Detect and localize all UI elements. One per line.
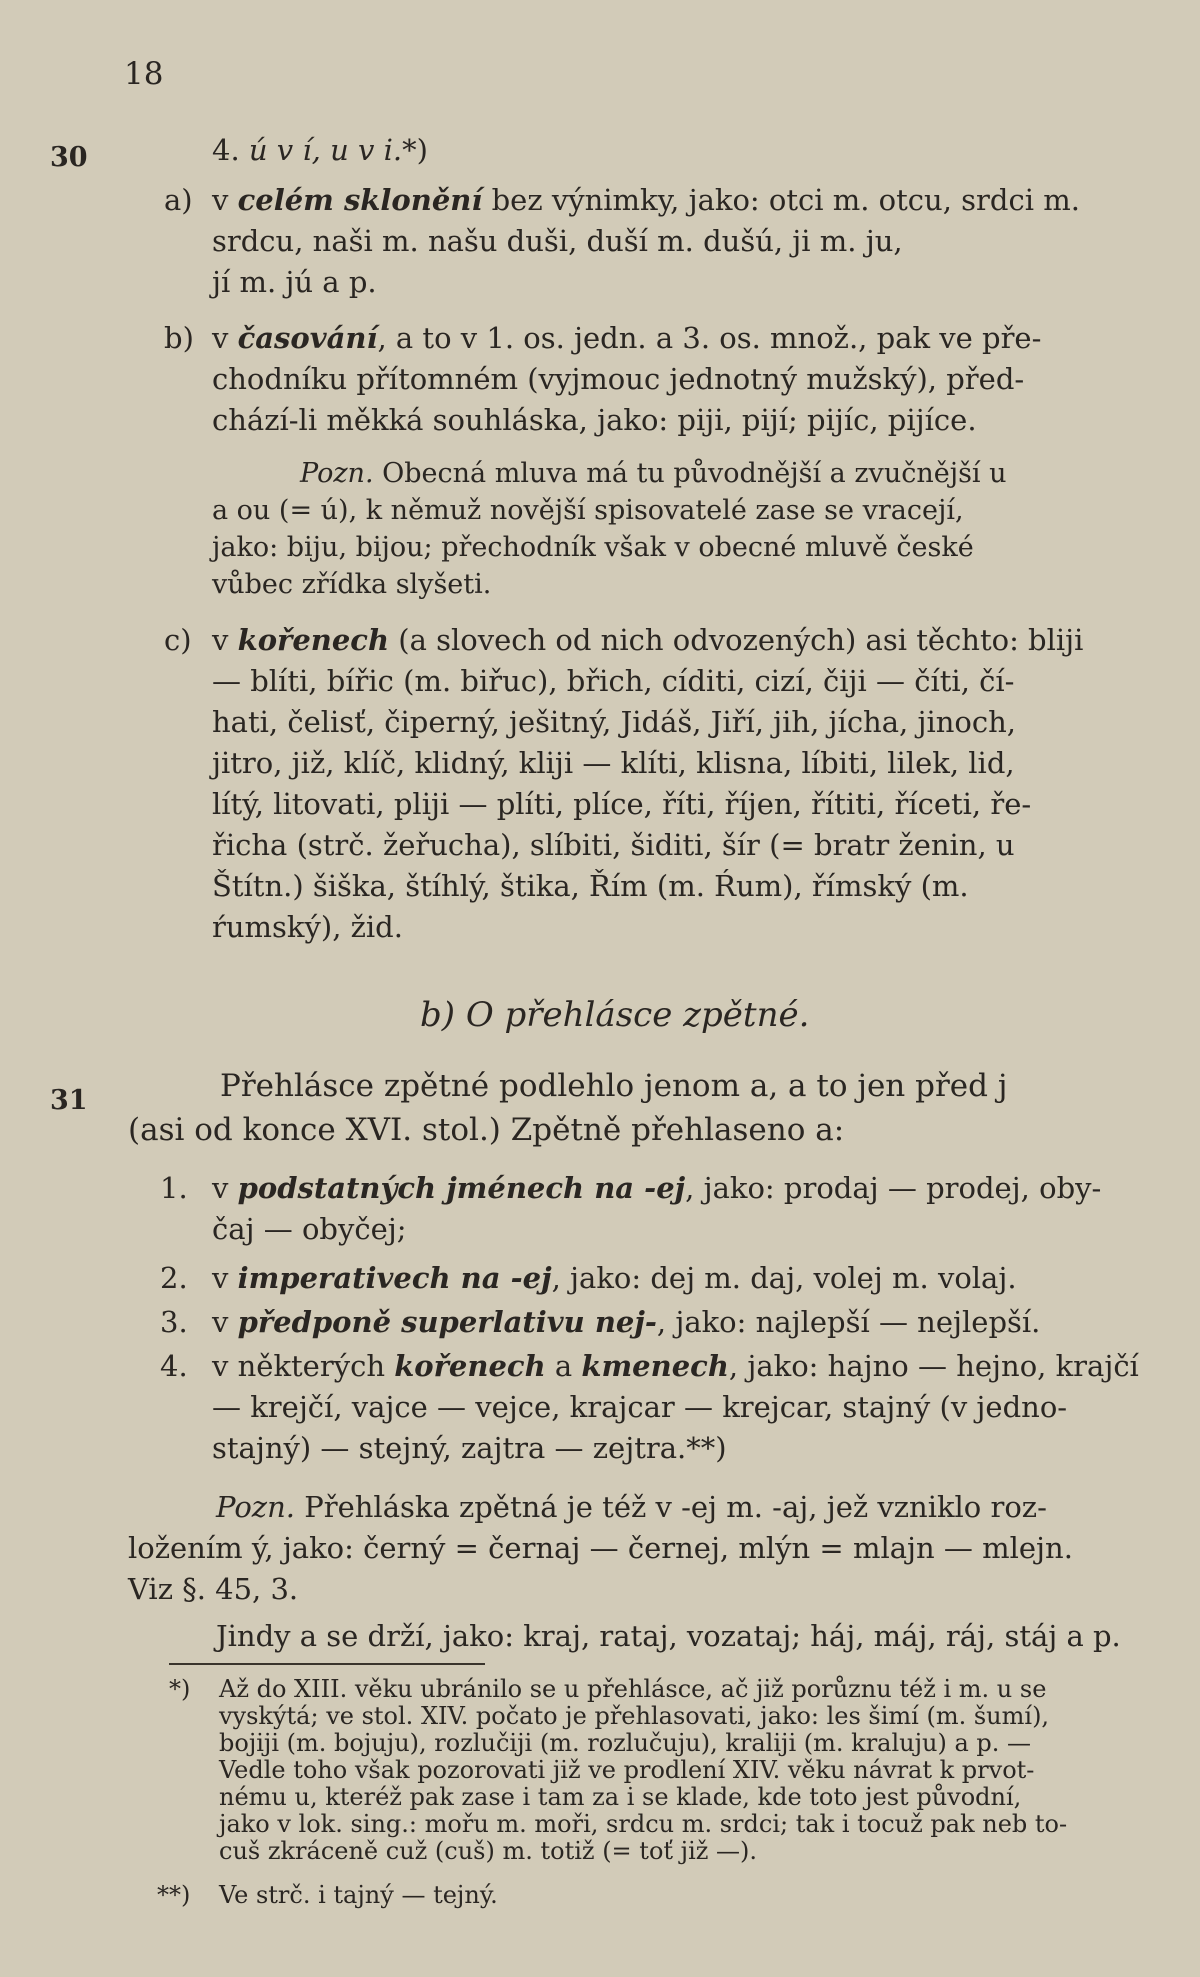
footnote-2-label: **) [157, 1881, 191, 1909]
footnote-1-label: *) [169, 1675, 191, 1703]
pozn-31: Pozn. Přehláska zpětná je též v -ej m. -aj, jež vzniklo roz- ložením ý, jako: černý = černaj — černej, mlýn = mlajn — mlejn. Viz §. 45, 3. [128, 1490, 1073, 1606]
item-1: 1. v podstatných jménech na -ej, jako: prodaj — prodej, oby- čaj — obyčej; [212, 1168, 1146, 1250]
pozn-30: Pozn. Obecná mluva má tu původnější a zvučnější u a ou (= ú), k němuž novější spisovatelé zase se vracejí, jako: biju, bijou; přechodník však v obecné mluvě české vůbec zřídka slyšeti. [212, 458, 1007, 600]
footnote-1: *) Až do XIII. věku ubránilo se u přehlásce, ač již porůznu též i m. u se vyskýtá; ve stol. XIV. počato je přehlasovati, jako: les šimí (m. šumí), bojiji (m. bojuju), rozlučiji (m. rozlučuju), kraliji (m. kraluju) a p. — Vedle toho však pozorovati již ve prodlení XIV. věku návrat k prvot- nému u, kteréž pak zase i tam za i se klade, kde toto jest původní, jako v lok. sing.: mořu m. moři, srdcu m. srdci; tak i tocuž pak neb to- cuš zkráceně cuž (cuš) m. totiž (= toť již —). [169, 1675, 1068, 1865]
section-30 [212, 130, 1146, 171]
section-30-heading: 4. ú v í, u v i.*) [212, 133, 428, 167]
item-c-label: c) [164, 623, 192, 657]
item-4-label: 4. [160, 1349, 188, 1383]
item-4: 4. v některých kořenech a kmenech, jako: hajno — hejno, krajčí — krejčí, vajce — vejce, krajcar — krejcar, stajný (v jedno- stajný) — stejný, zajtra — zejtra.**) [212, 1346, 1146, 1469]
item-2: 2. v imperativech na -ej, jako: dej m. daj, volej m. volaj. [212, 1258, 1146, 1299]
item-c: c) v kořenech (a slovech od nich odvozených) asi těchto: bliji — blíti, bířic (m. biřuc), břich, cíditi, cizí, čiji — číti, čí- hati, čelisť, čiperný, ješitný, Jidáš, Jiří, jih, jícha, jinoch, jitro, již, klíč, klidný, kliji — klíti, klisna, líbiti, lilek, lid, lítý, litovati, pliji — plíti, plíce, říti, říjen, řítiti, říceti, ře- řicha (strč. žeřucha), slíbiti, šiditi, šír (= bratr ženin, u Štítn.) šiška, štíhlý, štika, Řím (m. Ŕum), římský (m. ŕumský), žid. [212, 620, 1146, 948]
jindy-line: Jindy a se drží, jako: kraj, rataj, vozataj; háj, máj, ráj, stáj a p. [216, 1619, 1121, 1653]
subheading: b) O přehlásce zpětné. [420, 995, 810, 1035]
page-number: 18 [124, 56, 164, 92]
item-a-label: a) [164, 183, 193, 217]
footnote-2: **) Ve strč. i tajný — tejný. [157, 1881, 498, 1909]
item-b-label: b) [164, 321, 194, 355]
item-1-label: 1. [160, 1171, 188, 1205]
item-3: 3. v předponě superlativu nej-, jako: najlepší — nejlepší. [212, 1302, 1146, 1343]
item-a: a) v celém sklonění bez výnimky, jako: otci m. otcu, srdci m. srdcu, naši m. našu duši, duší m. dušú, ji m. ju, jí m. jú a p. [212, 180, 1146, 303]
footnote-rule [169, 1663, 485, 1665]
section-31-intro: Přehlásce zpětné podlehlo jenom a, a to jen před j (asi od konce XVI. stol.) Zpětně přehlaseno a: [128, 1068, 1008, 1148]
section-number-31: 31 [50, 1085, 88, 1116]
item-3-label: 3. [160, 1305, 188, 1339]
section-number-30: 30 [50, 142, 88, 173]
item-b: b) v časování, a to v 1. os. jedn. a 3. os. množ., pak ve pře- chodníku přítomném (vyjmouc jednotný mužský), před- chází-li měkká souhláska, jako: piji, pijí; pijíc, pijíce. [212, 318, 1146, 441]
item-2-label: 2. [160, 1261, 188, 1295]
